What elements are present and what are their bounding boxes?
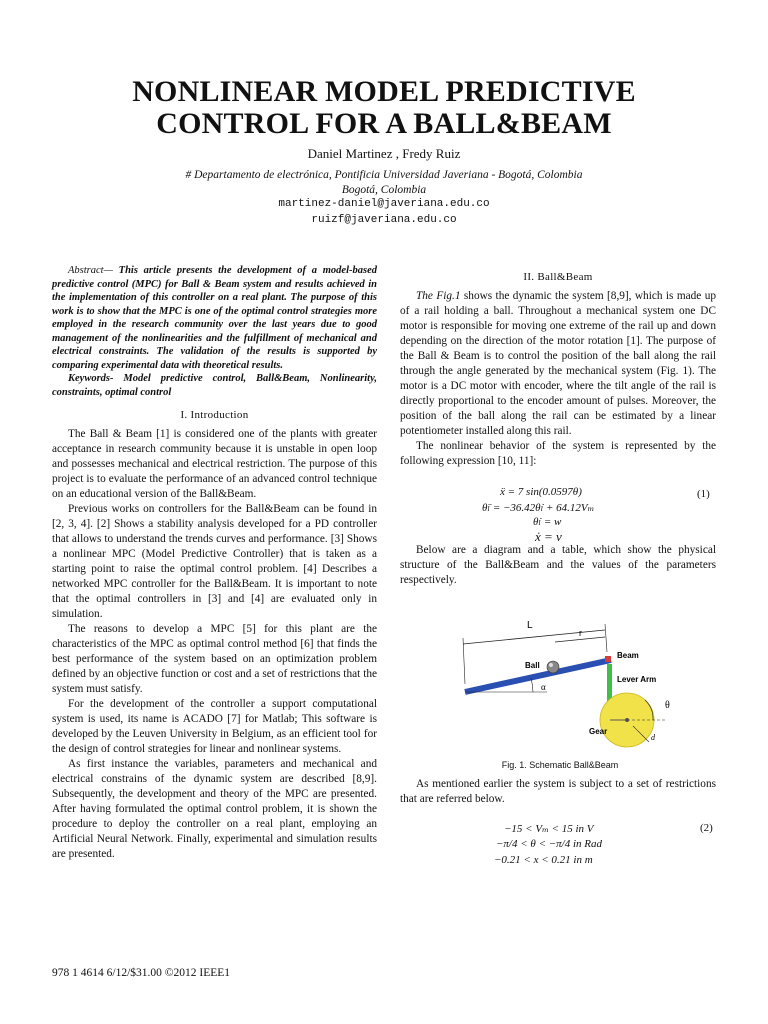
figure-caption: Fig. 1. Schematic Ball&Beam (501, 760, 619, 770)
equation-1-line-1: ẍ = 7 sin(0.0597θ) (500, 486, 582, 498)
dimension-tick-left (463, 638, 465, 684)
intro-paragraph-5: As first instance the variables, parameters and mechanical and electrical constrains of the dynamic system are described [8,9]. Subsequently, the development and theory of the MPC are presented. After having formulated the optimal control problem, it is shown the procedure to deploy the controller on a real plant, employing an Artificial Neural Network. Finally, experimental and simulation results are presented. (52, 758, 377, 860)
left-column (52, 264, 377, 862)
length-L-dimension (463, 630, 605, 644)
intro-paragraph-1: The Ball & Beam [1] is considered one of the plants with greater acceptance in research community because it is unstable in open loop and possesses mechanical and electrical restriction. The purpose of this project is to evaluate the performance of an advanced control technique on an educational version of the Ball&Beam. (52, 428, 377, 500)
right-column (400, 268, 716, 469)
right-column-restrictions (400, 777, 716, 807)
label-theta: θ (665, 700, 670, 711)
copyright-footer: 978 1 4614 6/12/$31.00 ©2012 IEEE1 (52, 967, 231, 979)
equation-2-line-1: −15 < Vₘ < 15 in V (504, 823, 594, 835)
section2-paragraph-1: shows the dynamic the system [8,9], which is made up of a rail holding a ball. Throughout a mechanical system one DC motor is responsible for moving one extreme of the rail up and down depending on the direction of the motor rotation [1]. The purpose of the Ball & Beam is to control the position of the ball along the rail through the angle generated by the mechanical system (Fig. 1). The motor is a DC motor with encoder, where the tilt angle of the rail is directly proportional to the encoder amount of pulses. Moreover, the position of the ball along the rail can be estimated by a linear potentiometer installed along this rail. (400, 290, 716, 437)
section2-paragraph-2: The nonlinear behavior of the system is represented by the following expression [10, 11]: (400, 440, 716, 467)
authors: Daniel Martinez , Fredy Ruiz (307, 146, 461, 161)
beam-tip (605, 656, 611, 662)
email-2: ruizf@javeriana.edu.co (311, 214, 457, 226)
label-L: L (527, 620, 533, 631)
equation-2-line-2: −π/4 < θ < −π/4 in Rad (496, 838, 603, 850)
abstract-lead: Abstract— (68, 265, 113, 276)
equation-1-line-3: θ̇ₗ = w (533, 516, 562, 528)
label-beam: Beam (617, 651, 639, 660)
label-lever-arm: Lever Arm (617, 675, 657, 684)
keywords: Keywords- Model predictive control, Ball&Beam, Nonlinearity, constraints, optimal control (52, 373, 377, 398)
equation-1-number: (1) (697, 488, 710, 500)
dimension-tick-right (605, 624, 607, 652)
right-column-continued (400, 543, 716, 588)
abstract (52, 264, 377, 399)
label-gear: Gear (589, 727, 608, 736)
fig-reference: The Fig.1 (416, 290, 461, 302)
section2-paragraph-3: Below are a diagram and a table, which show the physical structure of the Ball&Beam and the values of the parameters respectively. (400, 544, 716, 586)
label-d: d (651, 733, 655, 742)
equation-2-line-3: −0.21 < x < 0.21 in m (494, 854, 593, 866)
title-line-1: NONLINEAR MODEL PREDICTIVE (132, 75, 636, 108)
email-1: martinez-daniel@javeriana.edu.co (278, 198, 490, 210)
label-r: r (579, 628, 582, 638)
equation-1-line-2: θ̈ₗ = −36.42θ̇ₗ + 64.12Vₘ (482, 502, 595, 514)
equation-1-line-4: ẋ = v (535, 529, 562, 544)
affiliation-line-1: # Departamento de electrónica, Pontificia Universidad Javeriana - Bogotá, Colombia (185, 169, 583, 181)
label-alpha: α (541, 682, 546, 692)
section2-paragraph-4: As mentioned earlier the system is subject to a set of restrictions that are referred below. (400, 778, 716, 805)
label-ball: Ball (525, 661, 540, 670)
section-heading-ballbeam: II. Ball&Beam (523, 271, 593, 283)
ball (547, 661, 559, 673)
intro-paragraph-4: For the development of the controller a support computational system is used, its name is ACADO [7] for Matlab; This software is developed by the Leuven University in Belgium, as an efficient tool for the design of control strategies for linear and nonlinear systems. (52, 698, 377, 755)
intro-paragraph-3: The reasons to develop a MPC [5] for this plant are the characteristics of the MPC as optimal control method [6] that finds the best performance of the system based on an optimization problem defined by an objective function or cost and a set of restrictions that the system must satisfy. (52, 623, 377, 695)
affiliation-line-2: Bogotá, Colombia (341, 184, 427, 196)
ballbeam-schematic-figure (455, 612, 715, 752)
intro-paragraph-2: Previous works on controllers for the Ball&Beam can be found in [2, 3, 4]. [2] Shows a stability analysis developed for a PD controller that allows to understand the trends curves and performance. [3] Shows a nonlinear MPC (Model Predictive Controller) that is taken as a starting point to raise the optimal control problem. [4] Describes a networked MPC controller for the Ball&Beam. It is important to note that the optimal controllers in [3] and [4] are evaluated only in simulation. (52, 503, 377, 620)
title-line-2: CONTROL FOR A BALL&BEAM (156, 107, 612, 140)
equation-2-number: (2) (700, 822, 713, 834)
ball-highlight (549, 663, 553, 667)
section-heading-introduction: I. Introduction (180, 409, 249, 421)
paper-title (0, 76, 768, 140)
abstract-text: This article presents the development of a model-based predictive control (MPC) for Ball & Beam system and results achieved in the implementation of this controller on a real plant. The purpose of this work is to show that the MPC is one of the optimal control strategies more employed in the research community over the last years due to good management of the nonlinearities and the fulfillment of mechanical and electrical constraints. The validation of the results is supported by comparing experimental data with theoretical results. (52, 265, 377, 371)
affiliation (0, 168, 768, 198)
